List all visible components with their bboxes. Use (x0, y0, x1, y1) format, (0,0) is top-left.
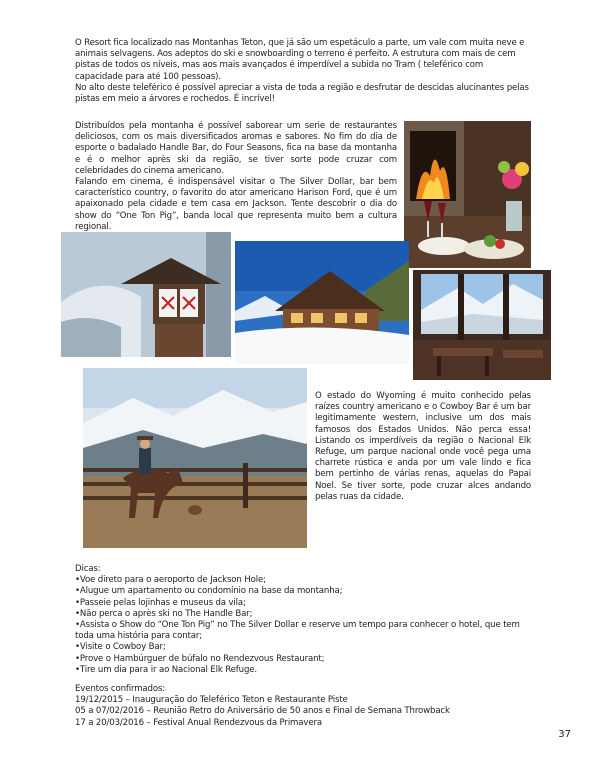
cowboy-horse-photo (83, 368, 307, 548)
events-section (75, 684, 533, 729)
tip-item: •Tire um dia para ir ao Nacional Elk Refuge. (75, 664, 257, 675)
tip-item: •Passeie pelas lojinhas e museus da vila; (75, 597, 246, 608)
tip-item: •Assista o Show do “One Ton Pig” no The Silver Dollar e reserve um tempo para conhecer o hotel, que tem toda uma história para contar; (75, 620, 520, 642)
tip-item: •Não perca o après ski no The Handle Bar; (75, 608, 253, 619)
fireplace-dining-photo (404, 121, 531, 268)
intro-paragraph-2: No alto deste teleférico é possível apreciar a vista de toda a região e desfrutar de descidas alucinantes pelas pistas em meio a árvores e rochedos. É incrível! (75, 82, 529, 105)
wyoming-section (315, 391, 531, 503)
intro-paragraph-1: O Resort fica localizado nas Montanhas Teton, que já são um espetáculo a parte, um vale com muita neve e animais selvagens. Aos adeptos do ski e snowboarding o terreno é perfeito. A estrutura com mais de cem pistas de todos os níveis, mas aos mais avançados é imperdível a subida no Tram ( teleférico com capacidade para até 100 pessoas). (75, 38, 525, 82)
event-item: 19/12/2015 – Inauguração do Teleférico Teton e Restaurante Piste (75, 695, 348, 706)
tip-item: •Prove o Hambúrguer de búfalo no Rendezvous Restaurant; (75, 653, 325, 664)
event-item: 17 a 20/03/2016 – Festival Anual Rendezvous da Primavera (75, 717, 322, 728)
events-heading: Eventos confirmados: (75, 684, 166, 694)
page-number: 37 (558, 729, 571, 740)
clock-tower-photo (61, 232, 231, 357)
intro-section (75, 38, 533, 105)
mountain-view-dining-photo (413, 270, 551, 380)
tip-item: •Voe direto para o aeroporto de Jackson Hole; (75, 575, 266, 586)
restaurants-section (75, 121, 397, 233)
restaurants-paragraph-1: Distribuídos pela montanha é possível saborear um serie de restaurantes deliciosos, com os mais diversificados aromas e sabores. No fim do dia de esporte o badalado Handle Bar, do Four Seasons, fica na base da montanha e é o melhor après ski da região, se tiver sorte pode cruzar com celebridades do cinema americano. (75, 121, 397, 176)
event-item: 05 a 07/02/2016 – Reunião Retro do Aniversário de 50 anos e Final de Semana Throwback (75, 706, 450, 717)
tip-item: •Alugue um apartamento ou condomínio na base da montanha; (75, 586, 343, 597)
tips-section (75, 564, 533, 676)
restaurants-paragraph-2: Falando em cinema, é indispensável visitar o The Silver Dollar, bar bem característico country, o favorito do ator americano Harison Ford, que é um apaixonado pela cidade e tem casa em Jackson. Tente descobrir o dia do show do “One Ton Pig”, banda local que representa muito bem a cultura regional. (75, 177, 397, 232)
wyoming-paragraph: O estado do Wyoming é muito conhecido pelas raízes country americano e o Cowboy Bar é um bar legitimamente western, inclusive um dos mais famosos dos Estados Unidos. Não perca essa! Listando os imperdíveis da região o Nacional Elk Refuge, um parque nacional onde você pega uma charrete rústica e anda por um vale lindo e fica bem pertinho de várias renas, aquelas do Papai Noel. Se tiver sorte, pode cruzar alces andando pelas ruas da cidade. (315, 391, 531, 502)
snow-lodge-photo (235, 241, 409, 364)
tip-item: •Visite o Cowboy Bar; (75, 642, 166, 653)
tips-heading: Dicas: (75, 564, 101, 574)
